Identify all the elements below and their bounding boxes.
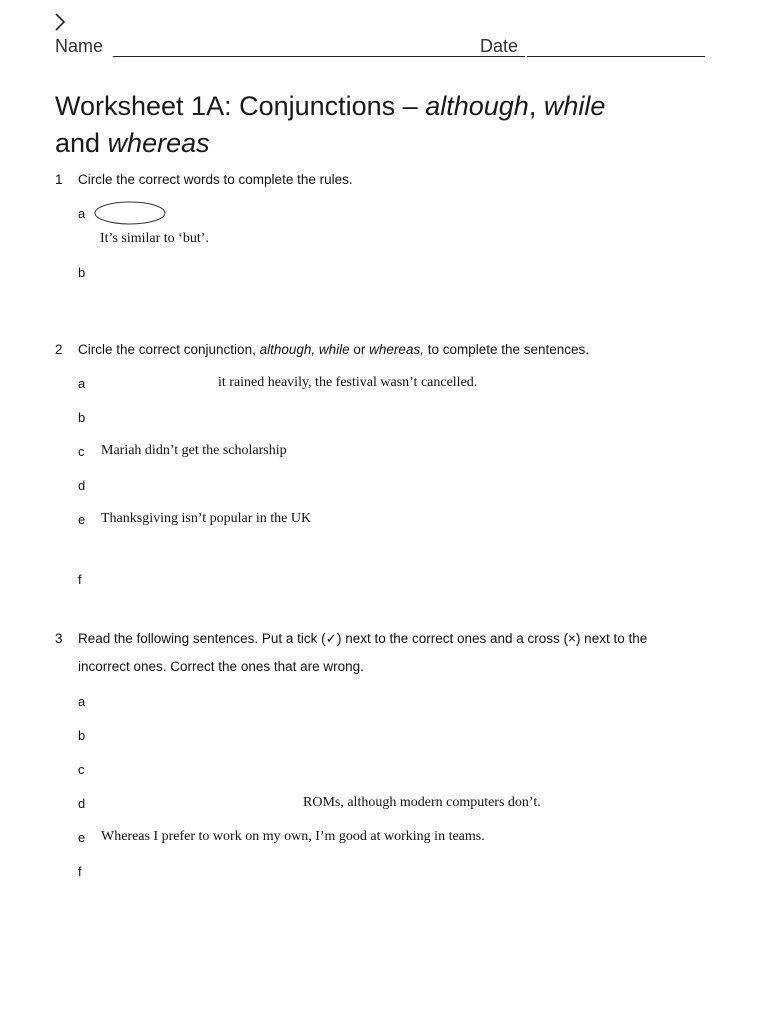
item-letter: f bbox=[78, 572, 82, 587]
name-label: Name bbox=[55, 36, 104, 56]
item-letter: b bbox=[78, 728, 86, 743]
item-letter: d bbox=[78, 796, 86, 811]
item-letter: b bbox=[78, 410, 86, 425]
question-number: 3 bbox=[55, 631, 63, 646]
q3-item-d-text: ROMs, although modern computers don’t. bbox=[303, 795, 541, 810]
question-instruction: Circle the correct words to complete the rules. bbox=[78, 172, 353, 187]
question-instruction: Circle the correct conjunction, although, while or whereas, to complete the sentences. bbox=[78, 342, 590, 357]
question-number: 1 bbox=[55, 172, 63, 187]
item-letter: a bbox=[78, 376, 86, 391]
q1-item-a-text: It’s similar to ‘but’. bbox=[100, 231, 209, 246]
item-letter: d bbox=[78, 478, 86, 493]
page-title: Worksheet 1A: Conjunctions – although, while and whereas bbox=[55, 91, 606, 158]
item-letter: a bbox=[78, 694, 86, 709]
q3-item-e-text: Whereas I prefer to work on my own, I’m good at working in teams. bbox=[101, 829, 485, 844]
question-number: 2 bbox=[55, 342, 63, 357]
item-letter: b bbox=[78, 265, 86, 280]
q2-item-e-text: Thanksgiving isn’t popular in the UK bbox=[101, 511, 312, 526]
name-input-line[interactable] bbox=[113, 56, 525, 57]
circle-answer-oval[interactable] bbox=[94, 201, 166, 225]
question-instruction: Read the following sentences. Put a tick (✓) next to the correct ones and a cross (×) next to the incorrect ones. Correct the ones that are wrong. bbox=[78, 631, 648, 674]
q2-item-c-text: Mariah didn’t get the scholarship bbox=[101, 443, 287, 458]
item-letter: c bbox=[78, 762, 85, 777]
date-label: Date bbox=[480, 36, 519, 56]
item-letter: e bbox=[78, 830, 86, 845]
name-date-row bbox=[55, 36, 707, 60]
item-letter: e bbox=[78, 512, 86, 527]
q2-item-a-text: it rained heavily, the festival wasn’t cancelled. bbox=[218, 375, 478, 390]
item-letter: a bbox=[78, 206, 86, 221]
date-input-line[interactable] bbox=[527, 56, 705, 57]
item-letter: c bbox=[78, 444, 85, 459]
item-letter: f bbox=[78, 864, 82, 879]
chevron-right-icon[interactable] bbox=[54, 12, 66, 32]
